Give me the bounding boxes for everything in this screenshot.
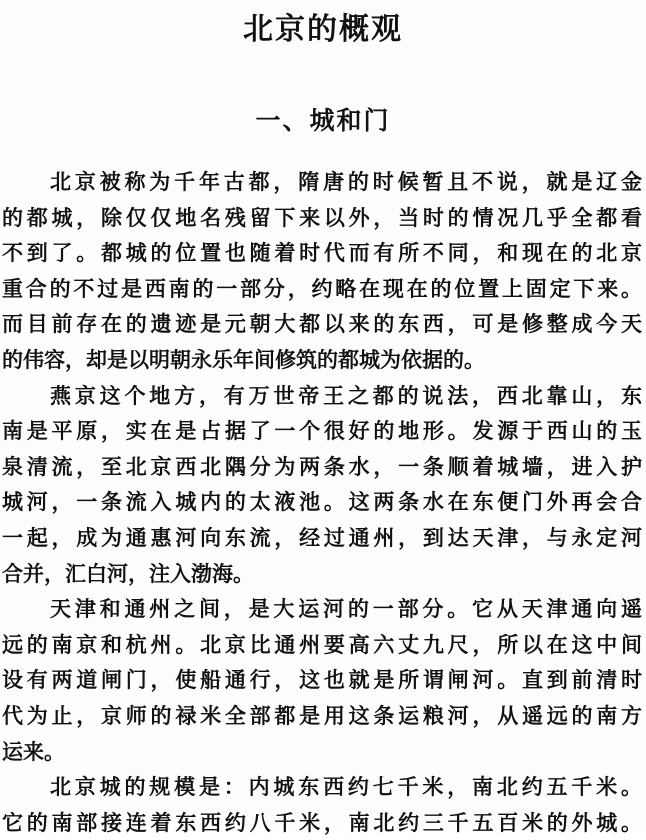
paragraph [2, 769, 642, 840]
text-line: 泉清流，至北京西北隅分为两条水，一条顺着城墙，进入护 [2, 453, 642, 479]
text-line: 的伟容，却是以明朝永乐年间修筑的都城为依据的。 [2, 346, 485, 372]
text-line: 代为止，京师的禄米全部都是用这条运粮河，从遥远的南方 [2, 702, 642, 728]
paragraph [2, 591, 642, 769]
text-line: 天津和通州之间，是大运河的一部分。它从天津通向遥 [50, 596, 642, 622]
text-line: 的都城，除仅仅地名残留下来以外，当时的情况几乎全都看 [2, 204, 642, 230]
text-line: 城河，一条流入城内的太液池。这两条水在东便门外再会合 [2, 489, 642, 515]
text-line: 运来。 [2, 738, 65, 764]
paragraph [2, 164, 642, 378]
text-line: 北京被称为千年古都，隋唐的时候暂且不说，就是辽金 [50, 169, 642, 194]
text-line: 一起，成为通惠河向东流，经过通州，到达天津，与永定河 [2, 524, 642, 550]
body-text [2, 164, 642, 840]
text-line: 不到了。都城的位置也随着时代而有所不同，和现在的北京 [2, 240, 642, 266]
section-heading: 一、城和门 [255, 106, 391, 135]
text-line: 南是平原，实在是占据了一个很好的地形。发源于西山的玉 [2, 418, 642, 444]
text-line: 它的南部接连着东西约八千米，南北约三千五百米的外城。 [2, 809, 642, 835]
page-title: 北京的概观 [243, 12, 403, 47]
text-line: 重合的不过是西南的一部分，约略在现在的位置上固定下来。 [2, 275, 642, 301]
text-line: 远的南京和杭州。北京比通州要高六丈九尺，所以在这中间 [2, 631, 642, 657]
text-line: 燕京这个地方，有万世帝王之都的说法，西北靠山，东 [50, 382, 642, 408]
text-line: 合并，汇白河，注入渤海。 [2, 560, 254, 586]
paragraph [2, 378, 642, 592]
text-line: 北京城的规模是：内城东西约七千米，南北约五千米。 [50, 774, 642, 800]
text-line: 而目前存在的遗迹是元朝大都以来的东西，可是修整成今天 [2, 311, 642, 337]
text-line: 设有两道闸门，使船通行，这也就是所谓闸河。直到前清时 [2, 667, 642, 693]
